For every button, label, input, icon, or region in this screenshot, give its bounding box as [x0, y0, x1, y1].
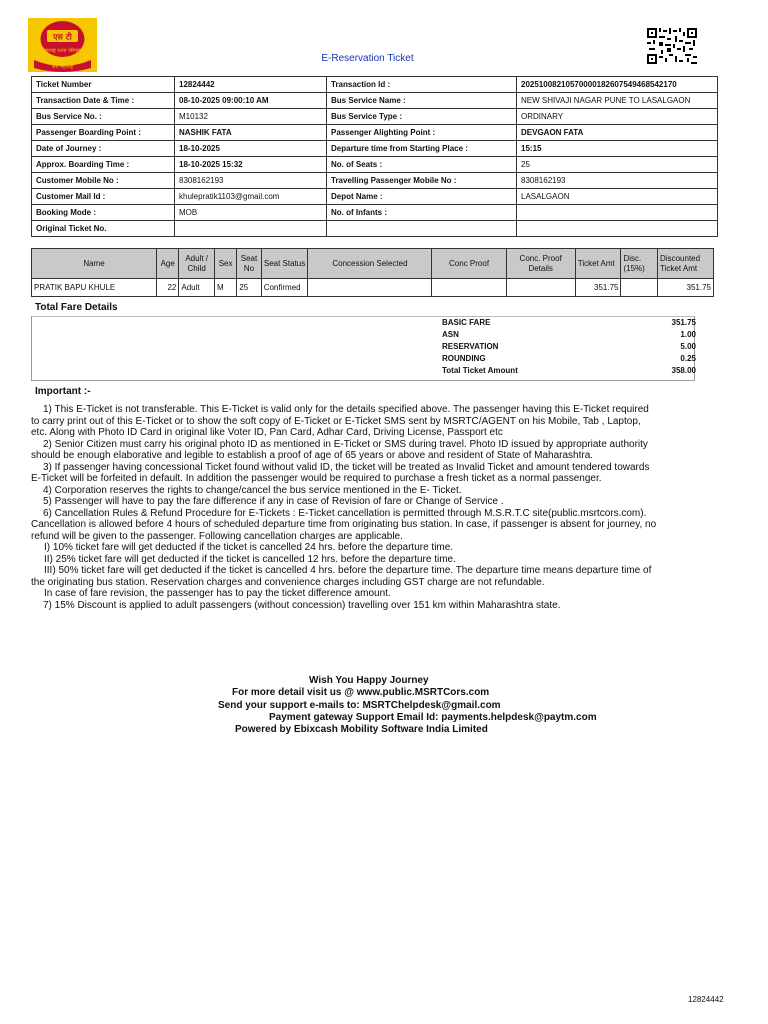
info-empty-cell	[327, 221, 517, 237]
infants-value	[517, 205, 718, 221]
bus-service-type-value: ORDINARY	[517, 109, 718, 125]
info-label: Customer Mobile No :	[32, 173, 175, 189]
fare-total-value: 358.00	[671, 366, 696, 375]
term-paragraph: I) 10% ticket fare will get deducted if the ticket is cancelled 24 hrs. before the departure time.	[44, 542, 454, 553]
ticket-amount: 351.75	[575, 279, 621, 297]
passenger-table	[31, 248, 714, 297]
footer	[0, 675, 768, 736]
bus-service-name-value: NEW SHIVAJI NAGAR PUNE TO LASALGAON	[517, 93, 718, 109]
info-row	[32, 125, 718, 141]
info-row	[32, 109, 718, 125]
term-paragraph: 3) If passenger having concessional Ticket found without valid ID, the ticket will be treated as Invalid Ticket and amount tendered towards E-Ticket will be forfeited in default. In addition the passenger would be required to purchase a fresh ticket as a normal passenger.	[31, 461, 650, 484]
info-label: Approx. Boarding Time :	[32, 157, 175, 173]
term-paragraph: 6) Cancellation Rules & Refund Procedure for E-Tickets : E-Ticket cancellation is permitted through M.S.R.T.C site(public.msrtcors.com). Cancellation is allowed before 4 hours of scheduled departure time from originating bus station. In case, if passenger is absent for journey, no refund will be given to the passenger. Following cancellation charges are applicable.	[31, 507, 657, 542]
footer-powered-by: Powered by Ebixcash Mobility Software India Limited	[235, 724, 488, 736]
term-paragraph: 5) Passenger will have to pay the fare difference if any in case of Revision of fare or Change of Service .	[43, 496, 504, 507]
fare-details-box	[31, 316, 695, 381]
info-row	[32, 189, 718, 205]
passenger-sex: M	[214, 279, 236, 297]
fare-total-row	[442, 366, 696, 375]
passenger-name: PRATIK BAPU KHULE	[32, 279, 157, 297]
passenger-mobile-value: 8308162193	[517, 173, 718, 189]
terms-section	[31, 404, 659, 611]
departure-time-value: 15:15	[517, 141, 718, 157]
fare-value: 5.00	[680, 342, 696, 351]
info-label: No. of Seats :	[327, 157, 517, 173]
fare-label: ROUNDING	[442, 354, 486, 363]
fare-row	[442, 318, 696, 327]
transaction-id-value: 20251008210570000182607549468542170	[517, 77, 718, 93]
passenger-age: 22	[157, 279, 179, 297]
journey-date-value: 18-10-2025	[175, 141, 327, 157]
svg-text:महाराष्ट्र राज्य परिवहन: महाराष्ट्र राज्य परिवहन	[42, 48, 83, 54]
fare-label: ASN	[442, 330, 459, 339]
info-label: Booking Mode :	[32, 205, 175, 221]
info-label: Bus Service Name :	[327, 93, 517, 109]
passenger-seat: 25	[237, 279, 261, 297]
info-row	[32, 221, 718, 237]
info-label: Customer Mail Id :	[32, 189, 175, 205]
info-row	[32, 157, 718, 173]
transaction-datetime-value: 08-10-2025 09:00:10 AM	[175, 93, 327, 109]
info-label: No. of Infants :	[327, 205, 517, 221]
discount-amount	[621, 279, 658, 297]
conc-proof-details	[506, 279, 575, 297]
boarding-point-value: NASHIK FATA	[175, 125, 327, 141]
column-header: Sex	[214, 249, 236, 279]
info-label: Passenger Alighting Point :	[327, 125, 517, 141]
info-label: Departure time from Starting Place :	[327, 141, 517, 157]
term-paragraph: 4) Corporation reserves the rights to change/cancel the bus service mentioned in the E- Ticket.	[43, 484, 462, 496]
column-header: Adult / Child	[179, 249, 215, 279]
booking-mode-value: MOB	[175, 205, 327, 221]
fare-section-title: Total Fare Details	[35, 302, 118, 313]
term-paragraph: 2) Senior Citizen must carry his original photo ID as mentioned in E-Ticket or SMS during travel. Photo ID issued by appropriate authority should be enough elaborative and legible to establish a proof of age of 65 years or above and resident of State of Maharashtra.	[31, 438, 648, 461]
info-row	[32, 93, 718, 109]
footer-greeting: Wish You Happy Journey	[309, 675, 429, 686]
fare-row	[442, 342, 696, 351]
info-label: Bus Service No. :	[32, 109, 175, 125]
svg-text:एस टी: एस टी	[53, 32, 72, 42]
info-label: Depot Name :	[327, 189, 517, 205]
page-title: E-Reservation Ticket	[321, 53, 414, 64]
info-label: Transaction Date & Time :	[32, 93, 175, 109]
info-label: Original Ticket No.	[32, 221, 175, 237]
info-label: Travelling Passenger Mobile No :	[327, 173, 517, 189]
ticket-info-table	[31, 76, 718, 237]
info-row	[32, 77, 718, 93]
conc-proof	[432, 279, 506, 297]
fare-label: RESERVATION	[442, 342, 499, 351]
info-row	[32, 173, 718, 189]
term-paragraph: 7) 15% Discount is applied to adult passengers (without concession) travelling over 151 km within Maharashtra state.	[43, 599, 561, 611]
passenger-table-header	[32, 249, 714, 279]
fare-total-label: Total Ticket Amount	[442, 366, 518, 375]
fare-value: 351.75	[671, 318, 696, 327]
fare-value: 1.00	[680, 330, 696, 339]
column-header: Seat No	[237, 249, 261, 279]
fare-value: 0.25	[680, 354, 696, 363]
info-label: Ticket Number	[32, 77, 175, 93]
passenger-row	[32, 279, 714, 297]
customer-mobile-value: 8308162193	[175, 173, 327, 189]
footer-payment-email: Payment gateway Support Email Id: payments.helpdesk@paytm.com	[269, 711, 597, 723]
depot-name-value: LASALGAON	[517, 189, 718, 205]
fare-label: BASIC FARE	[442, 318, 491, 327]
column-header: Name	[32, 249, 157, 279]
page-number: 12824442	[688, 995, 724, 1004]
fare-row	[442, 330, 696, 339]
term-paragraph: 1) This E-Ticket is not transferable. This E-Ticket is valid only for the details specified above. The passenger having this E-Ticket required to carry print out of this E-Ticket or to show the soft copy of E-Ticket or E-Ticket SMS sent by MSRTC/AGENT on his Mobile, Tab , Laptop, etc. Along with Photo ID Card in original like Voter ID, Pan Card, Adhar Card, Driving License, Passport etc	[31, 404, 649, 438]
fare-row	[442, 354, 696, 363]
column-header: Age	[157, 249, 179, 279]
column-header: Seat Status	[261, 249, 308, 279]
column-header: Disc. (15%)	[621, 249, 658, 279]
important-heading: Important :-	[35, 386, 91, 397]
column-header: Discounted Ticket Amt	[658, 249, 714, 279]
discounted-ticket-amount: 351.75	[658, 279, 714, 297]
footer-website: For more detail visit us @ www.public.MSRTCors.com	[232, 687, 490, 699]
concession-selected	[308, 279, 432, 297]
info-row	[32, 141, 718, 157]
alighting-point-value: DEVGAON FATA	[517, 125, 718, 141]
term-paragraph: III) 50% ticket fare will get deducted if the ticket is cancelled 4 hrs. before the departure time. The departure time means departure time of the originating bus station. Reservation charges and convenience charges including GST charge are not refundable.	[31, 565, 652, 588]
customer-email-value: khulepratik1103@gmail.com	[175, 189, 327, 205]
info-label: Bus Service Type :	[327, 109, 517, 125]
seat-status: Confirmed	[261, 279, 308, 297]
column-header: Conc Proof	[432, 249, 506, 279]
term-paragraph: In case of fare revision, the passenger has to pay the ticket difference amount.	[44, 588, 391, 599]
info-row	[32, 205, 718, 221]
info-label: Passenger Boarding Point :	[32, 125, 175, 141]
seats-value: 25	[517, 157, 718, 173]
passenger-type: Adult	[179, 279, 215, 297]
column-header: Concession Selected	[308, 249, 432, 279]
info-label: Date of Journey :	[32, 141, 175, 157]
original-ticket-value	[175, 221, 327, 237]
column-header: Ticket Amt	[575, 249, 621, 279]
info-label: Transaction Id :	[327, 77, 517, 93]
info-empty-cell	[517, 221, 718, 237]
term-paragraph: II) 25% ticket fare will get deducted if the ticket is cancelled 12 hrs. before the departure time.	[44, 553, 456, 565]
bus-service-no-value: M10132	[175, 109, 327, 125]
column-header: Conc. Proof Details	[506, 249, 575, 279]
footer-support-email: Send your support e-mails to: MSRTChelpdesk@gmail.com	[218, 699, 501, 711]
svg-text:जय महाराष्ट्र: जय महाराष्ट्र	[51, 64, 74, 70]
ticket-number-value: 12824442	[175, 77, 327, 93]
boarding-time-value: 18-10-2025 15:32	[175, 157, 327, 173]
